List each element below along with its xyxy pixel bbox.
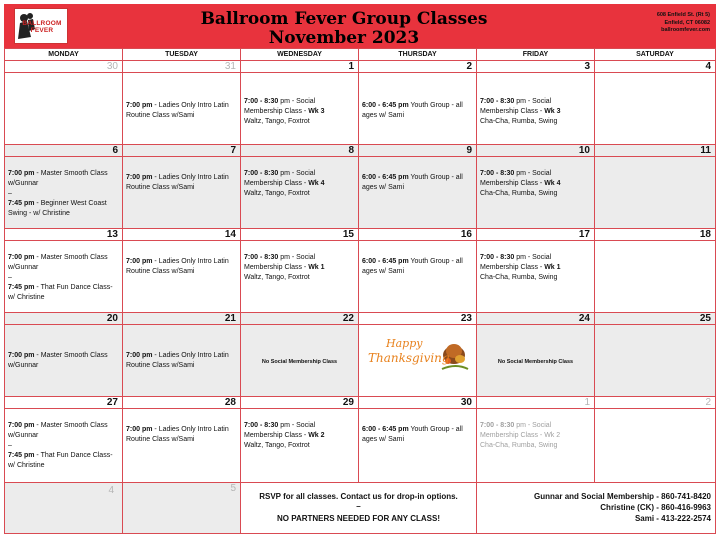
day-cell xyxy=(5,483,123,533)
class-entry xyxy=(244,253,355,283)
day-cell xyxy=(5,229,123,313)
date-number: 18 xyxy=(699,229,711,240)
class-time: 7:00 - 8:30 xyxy=(244,422,279,429)
date-number: 13 xyxy=(106,229,118,240)
date-number: 30 xyxy=(460,397,472,408)
no-class-note: No Social Membership Class xyxy=(261,359,338,365)
class-name: Youth Group - all ages w/ Sami xyxy=(362,102,463,119)
day-header-monday: MONDAY xyxy=(5,49,123,61)
day-cell xyxy=(241,397,359,483)
class-name: - Ladies Only Intro Latin Routine Class w/Sami xyxy=(126,102,229,119)
class-week: Wk 1 xyxy=(308,264,325,271)
class-dances: Waltz, Tango, Foxtrot xyxy=(244,118,310,125)
class-name: pm - Social Membership Class - xyxy=(480,170,552,187)
studio-address xyxy=(657,12,710,35)
address-city: Enfield, CT 06082 xyxy=(664,19,710,26)
class-time: 7:45 pm xyxy=(8,200,35,207)
class-dances: Waltz, Tango, Foxtrot xyxy=(244,442,310,449)
day-cell xyxy=(241,229,359,313)
class-entry xyxy=(8,253,119,303)
day-cell xyxy=(5,145,123,229)
day-cell xyxy=(359,229,477,313)
class-name: pm - Social Membership Class - xyxy=(244,254,316,271)
class-name: - Master Smooth Class w/Gunnar xyxy=(8,352,108,369)
calendar-grid xyxy=(4,48,716,534)
class-time: 7:00 - 8:30 xyxy=(480,170,515,177)
class-entry xyxy=(362,257,473,277)
class-entry xyxy=(126,257,237,277)
happy-text: Happy xyxy=(386,337,423,350)
date-number: 27 xyxy=(106,397,118,408)
class-time: 7:45 pm xyxy=(8,284,35,291)
day-cell xyxy=(5,397,123,483)
ballroom-fever-logo xyxy=(14,8,68,44)
day-cell xyxy=(359,145,477,229)
class-week: Wk 2 xyxy=(544,432,561,439)
class-name: pm - Social Membership Class - xyxy=(244,98,316,115)
class-dances: Cha-Cha, Rumba, Swing xyxy=(480,118,558,125)
calendar-month: November 2023 xyxy=(268,28,420,48)
class-entry xyxy=(480,97,591,127)
class-week: Wk 2 xyxy=(308,432,325,439)
class-time: 6:00 - 6:45 pm xyxy=(362,102,409,109)
class-entry xyxy=(126,351,237,371)
class-entry xyxy=(244,421,355,451)
class-entry xyxy=(126,173,237,193)
class-name: - Ladies Only Intro Latin Routine Class w/Sami xyxy=(126,352,229,369)
date-number: 4 xyxy=(705,61,711,72)
day-cell xyxy=(359,313,477,397)
day-cell xyxy=(477,61,595,145)
day-cell xyxy=(595,397,715,483)
contact-info xyxy=(477,483,715,533)
class-time: 7:00 pm xyxy=(8,352,35,359)
class-name: - Ladies Only Intro Latin Routine Class w/Sami xyxy=(126,258,229,275)
contact-christine: Christine (CK) - 860-416-9963 xyxy=(600,503,711,512)
day-cell xyxy=(123,61,241,145)
class-time: 7:00 pm xyxy=(126,102,153,109)
day-cell xyxy=(5,61,123,145)
date-number: 28 xyxy=(224,397,236,408)
class-name: - Ladies Only Intro Latin Routine Class w/Sami xyxy=(126,174,229,191)
date-number: 5 xyxy=(230,483,236,494)
date-number: 25 xyxy=(699,313,711,324)
class-time: 7:00 pm xyxy=(126,174,153,181)
date-number: 20 xyxy=(106,313,118,324)
date-number: 11 xyxy=(700,145,711,156)
class-name: pm - Social Membership Class - xyxy=(244,422,316,439)
day-cell xyxy=(595,61,715,145)
class-time: 7:00 pm xyxy=(8,170,35,177)
class-entry xyxy=(480,253,591,283)
rsvp-note xyxy=(241,483,477,533)
class-dances: Cha-Cha, Rumba, Swing xyxy=(480,190,558,197)
date-number: 6 xyxy=(112,145,118,156)
day-cell xyxy=(123,145,241,229)
class-time: 7:00 pm xyxy=(8,422,35,429)
class-time: 7:00 pm xyxy=(8,254,35,261)
date-number: 21 xyxy=(224,313,236,324)
date-number: 1 xyxy=(348,61,354,72)
day-cell xyxy=(595,229,715,313)
day-cell xyxy=(595,313,715,397)
day-cell xyxy=(123,483,241,533)
class-name: pm - Social Membership Class - xyxy=(480,254,552,271)
date-number: 24 xyxy=(578,313,590,324)
class-dances: Cha-Cha, Rumba, Swing xyxy=(480,442,558,449)
class-entry xyxy=(362,425,473,445)
day-cell xyxy=(477,145,595,229)
entry-separator: – xyxy=(8,274,12,281)
calendar-header xyxy=(4,4,716,48)
date-number: 7 xyxy=(230,145,236,156)
date-number: 1 xyxy=(584,397,590,408)
class-time: 7:00 pm xyxy=(126,426,153,433)
date-number: 16 xyxy=(460,229,472,240)
date-number: 14 xyxy=(224,229,236,240)
day-header-thursday: THURSDAY xyxy=(359,49,477,61)
class-entry xyxy=(480,421,591,451)
class-name: Youth Group - all ages w/ Sami xyxy=(362,258,463,275)
class-time: 7:00 - 8:30 xyxy=(244,98,279,105)
happy-thanksgiving-banner xyxy=(364,333,472,379)
class-week: Wk 4 xyxy=(544,180,561,187)
contact-sami: Sami - 413-222-2574 xyxy=(634,514,711,523)
day-cell xyxy=(241,313,359,397)
day-cell xyxy=(123,313,241,397)
class-name: - Beginner West Coast Swing - w/ Christine xyxy=(8,200,107,217)
class-time: 7:45 pm xyxy=(8,452,35,459)
day-cell xyxy=(123,397,241,483)
class-dances: Waltz, Tango, Foxtrot xyxy=(244,274,310,281)
class-entry xyxy=(244,97,355,127)
class-week: Wk 3 xyxy=(308,108,325,115)
class-dances: Waltz, Tango, Foxtrot xyxy=(244,190,310,197)
logo-text: BALLROOM FEVER xyxy=(22,20,62,34)
date-number: 22 xyxy=(342,313,354,324)
class-entry xyxy=(126,425,237,445)
class-entry xyxy=(8,169,119,219)
rsvp-separator: – xyxy=(356,502,361,511)
date-number: 30 xyxy=(106,61,118,72)
day-cell xyxy=(359,397,477,483)
date-number: 2 xyxy=(466,61,472,72)
class-week: Wk 4 xyxy=(308,180,325,187)
date-number: 29 xyxy=(342,397,354,408)
day-cell xyxy=(123,229,241,313)
day-cell xyxy=(595,145,715,229)
day-header-wednesday: WEDNESDAY xyxy=(241,49,359,61)
thanksgiving-text: Thanksgiving xyxy=(368,351,450,365)
date-number: 23 xyxy=(460,313,472,324)
class-name: pm - Social Membership Class - xyxy=(244,170,316,187)
date-number: 17 xyxy=(578,229,590,240)
date-number: 3 xyxy=(584,61,590,72)
class-entry xyxy=(244,169,355,199)
contact-gunnar: Gunnar and Social Membership - 860-741-8420 xyxy=(534,492,711,501)
address-street: 608 Enfield St. (Rt 5) xyxy=(656,12,710,18)
class-entry xyxy=(362,101,473,121)
class-time: 6:00 - 6:45 pm xyxy=(362,174,409,181)
day-cell xyxy=(241,145,359,229)
date-number: 9 xyxy=(466,145,472,156)
date-number: 31 xyxy=(224,61,236,72)
address-website: ballroomfever.com xyxy=(661,27,710,33)
day-cell xyxy=(5,313,123,397)
class-time: 6:00 - 6:45 pm xyxy=(362,426,409,433)
date-number: 15 xyxy=(342,229,354,240)
no-partners-line: NO PARTNERS NEEDED FOR ANY CLASS! xyxy=(277,514,440,523)
class-name: - Master Smooth Class w/Gunnar xyxy=(8,254,108,271)
day-header-saturday: SATURDAY xyxy=(595,49,715,61)
class-dances: Cha-Cha, Rumba, Swing xyxy=(480,274,558,281)
date-number: 10 xyxy=(578,145,590,156)
class-name: - Ladies Only Intro Latin Routine Class w/Sami xyxy=(126,426,229,443)
class-time: 7:00 pm xyxy=(126,258,153,265)
no-class-note: No Social Membership Class xyxy=(497,359,574,365)
class-name: pm - Social Membership Class - xyxy=(480,422,552,439)
class-time: 6:00 - 6:45 pm xyxy=(362,258,409,265)
date-number: 2 xyxy=(705,397,711,408)
class-name: Youth Group - all ages w/ Sami xyxy=(362,426,463,443)
class-name: Youth Group - all ages w/ Sami xyxy=(362,174,463,191)
class-name: - Master Smooth Class w/Gunnar xyxy=(8,170,108,187)
day-cell xyxy=(477,229,595,313)
class-time: 7:00 - 8:30 xyxy=(480,254,515,261)
day-cell xyxy=(241,61,359,145)
class-name: - Master Smooth Class w/Gunnar xyxy=(8,422,108,439)
class-entry xyxy=(126,101,237,121)
class-name: - That Fun Dance Class- w/ Christine xyxy=(8,284,113,301)
day-cell xyxy=(477,397,595,483)
class-time: 7:00 - 8:30 xyxy=(244,170,279,177)
day-header-tuesday: TUESDAY xyxy=(123,49,241,61)
class-name: pm - Social Membership Class - xyxy=(480,98,552,115)
entry-separator: – xyxy=(8,190,12,197)
date-number: 8 xyxy=(348,145,354,156)
class-time: 7:00 - 8:30 xyxy=(244,254,279,261)
class-time: 7:00 pm xyxy=(126,352,153,359)
class-entry xyxy=(480,169,591,199)
calendar-title: Ballroom Fever Group Classes xyxy=(200,9,488,29)
class-entry xyxy=(8,421,119,471)
class-entry xyxy=(362,173,473,193)
day-header-friday: FRIDAY xyxy=(477,49,595,61)
class-name: - That Fun Dance Class- w/ Christine xyxy=(8,452,113,469)
day-cell xyxy=(359,61,477,145)
class-week: Wk 3 xyxy=(544,108,561,115)
class-time: 7:00 - 8:30 xyxy=(480,98,515,105)
class-time: 7:00 - 8:30 xyxy=(480,422,515,429)
entry-separator: – xyxy=(8,442,12,449)
day-cell xyxy=(477,313,595,397)
date-number: 4 xyxy=(108,485,114,496)
rsvp-line: RSVP for all classes. Contact us for drop-in options. xyxy=(259,492,458,501)
class-entry xyxy=(8,351,119,371)
class-week: Wk 1 xyxy=(544,264,561,271)
